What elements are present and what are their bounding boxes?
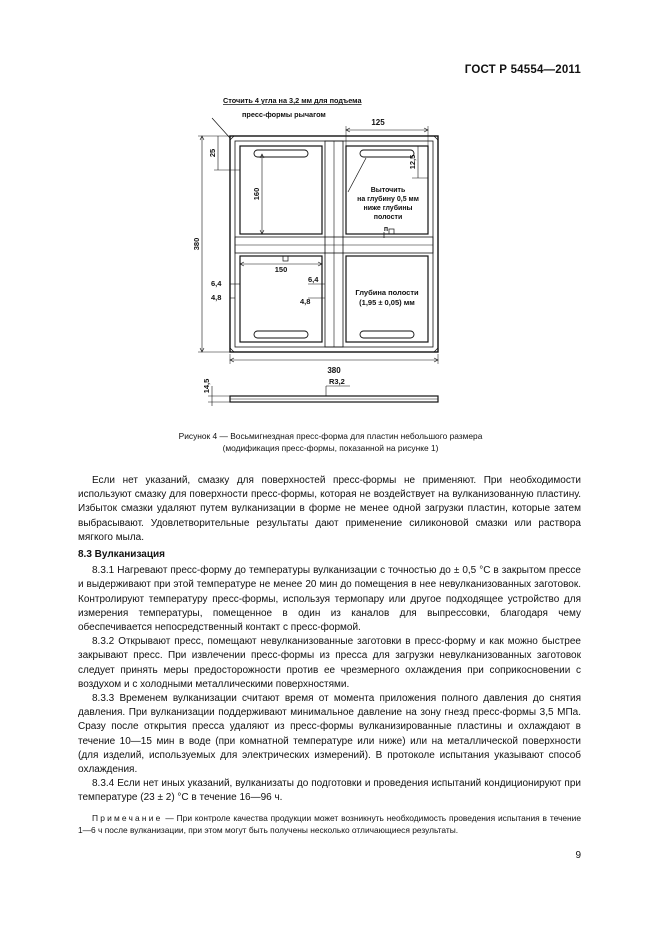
dim-6-4-left: 6,4	[211, 279, 222, 288]
dim-125: 125	[371, 118, 385, 127]
dim-25: 25	[208, 148, 217, 158]
dim-4-8-right: 4,8	[300, 297, 311, 306]
section-heading-8-3: 8.3 Вулканизация	[78, 549, 165, 561]
corner-note-line1: Сточить 4 угла на 3,2 мм для подъема	[223, 96, 362, 105]
dim-4-8-left: 4,8	[211, 293, 222, 302]
document-header: ГОСТ Р 54554—2011	[464, 64, 581, 76]
radius-label: R3,2	[329, 377, 345, 386]
slot-bottom-right	[360, 331, 414, 338]
cutout-label-line3: ниже глубины	[363, 205, 413, 212]
page-number: 9	[575, 850, 581, 861]
slot-bottom-left	[254, 331, 308, 338]
note-label: Примечание	[92, 812, 163, 823]
cutout-label-line1: Выточить	[370, 187, 406, 194]
dim-380-bottom: 380	[327, 366, 341, 375]
figure-caption	[60, 430, 601, 454]
paragraph-8-3-2: 8.3.2 Открывают пресс, помещают невулканизованные заготовки в пресс-форму и как можно быстрее закрывают пресс. При извлечении пресс-формы из пресса для загрузки невулканизованных заготовок следует принять меры предосторожности против ее чрезмерного охлаждения при соприкосновении с воздухом и с холодными металлическими поверхностями.	[78, 636, 581, 690]
cavity-depth-line1: Глубина полости	[355, 288, 419, 297]
paragraph-8-3-4: 8.3.4 Если нет иных указаний, вулканизаты до подготовки и проведения испытаний кондиционируют при температуре (23 ± 2) °С в течение 16—96 ч.	[78, 778, 581, 804]
body-text	[78, 474, 581, 836]
caption-line2: (модификация пресс-формы, показанной на рисунке 1)	[222, 443, 439, 453]
mold-drawing-figure	[190, 92, 460, 412]
caption-line1: Рисунок 4 — Восьмигнездная пресс-форма для пластин небольшого размера	[178, 431, 483, 441]
mold-drawing	[190, 92, 460, 412]
dim-160: 160	[252, 187, 261, 201]
paragraph-8-3-3: 8.3.3 Временем вулканизации считают время от момента приложения полного давления до снятия давления. При вулканизации поддерживают минимальное давление на зону гнезд пресс-формы 3,5 МПа. Сразу после открытия пресса удаляют из пресс-формы вулканизированные пластины и охлаждают в течение 10—15 мин в воде (при комнатной температуре или ниже) или на металлической поверхности (для изделий, используемых для электрических измерений). В протоколе испытания указывают способ охлаждения.	[78, 693, 581, 776]
label-p: п	[383, 226, 389, 233]
note-paragraph	[78, 812, 581, 836]
cutout-label-line2: на глубину 0,5 мм	[357, 196, 419, 203]
note-text: — При контроле качества продукции может возникнуть необходимость проведения испытания в течение 1—6 ч после вулканизации, при этом могут быть получены несколько отличающиеся результаты.	[78, 812, 581, 835]
cavity-depth-line2: (1,95 ± 0,05) мм	[359, 298, 415, 307]
dim-14-5: 14,5	[202, 378, 211, 394]
dim-380-left: 380	[192, 237, 201, 251]
paragraph-8-3-1: 8.3.1 Нагревают пресс-форму до температуры вулканизации с точностью до ± 0,5 °С в закрытом прессе и выдерживают при этой температуре не менее 20 мин до помещения в нее невулканизованных заготовок. Контролируют температуру пресс-формы, используя термопару или другое подходящее устройство для измерения температуры, помещенное в один из каналов для выпрессовки, благодаря чему обеспечивается непосредственный контакт с пресс-формой.	[78, 565, 581, 634]
paragraph-lubrication: Если нет указаний, смазку для поверхностей пресс-формы не применяют. При необходимости используют смазку для поверхности пресс-формы, которая не воздействует на вулканизованную пластину. Избыток смазки удаляют путем вулканизации в форме не менее одной загрузки пластин, которые затем выбрасывают. Удовлетворительные результаты дают применение силиконовой смазки или раствора мягкого мыла.	[78, 475, 581, 543]
dim-6-4-right: 6,4	[308, 275, 319, 284]
dim-150: 150	[274, 265, 288, 274]
cutout-label-line4: полости	[373, 214, 403, 221]
corner-note-line2: пресс-формы рычагом	[242, 110, 326, 119]
dim-12-5: 12,5	[408, 154, 417, 170]
slot-top-right	[360, 150, 414, 157]
